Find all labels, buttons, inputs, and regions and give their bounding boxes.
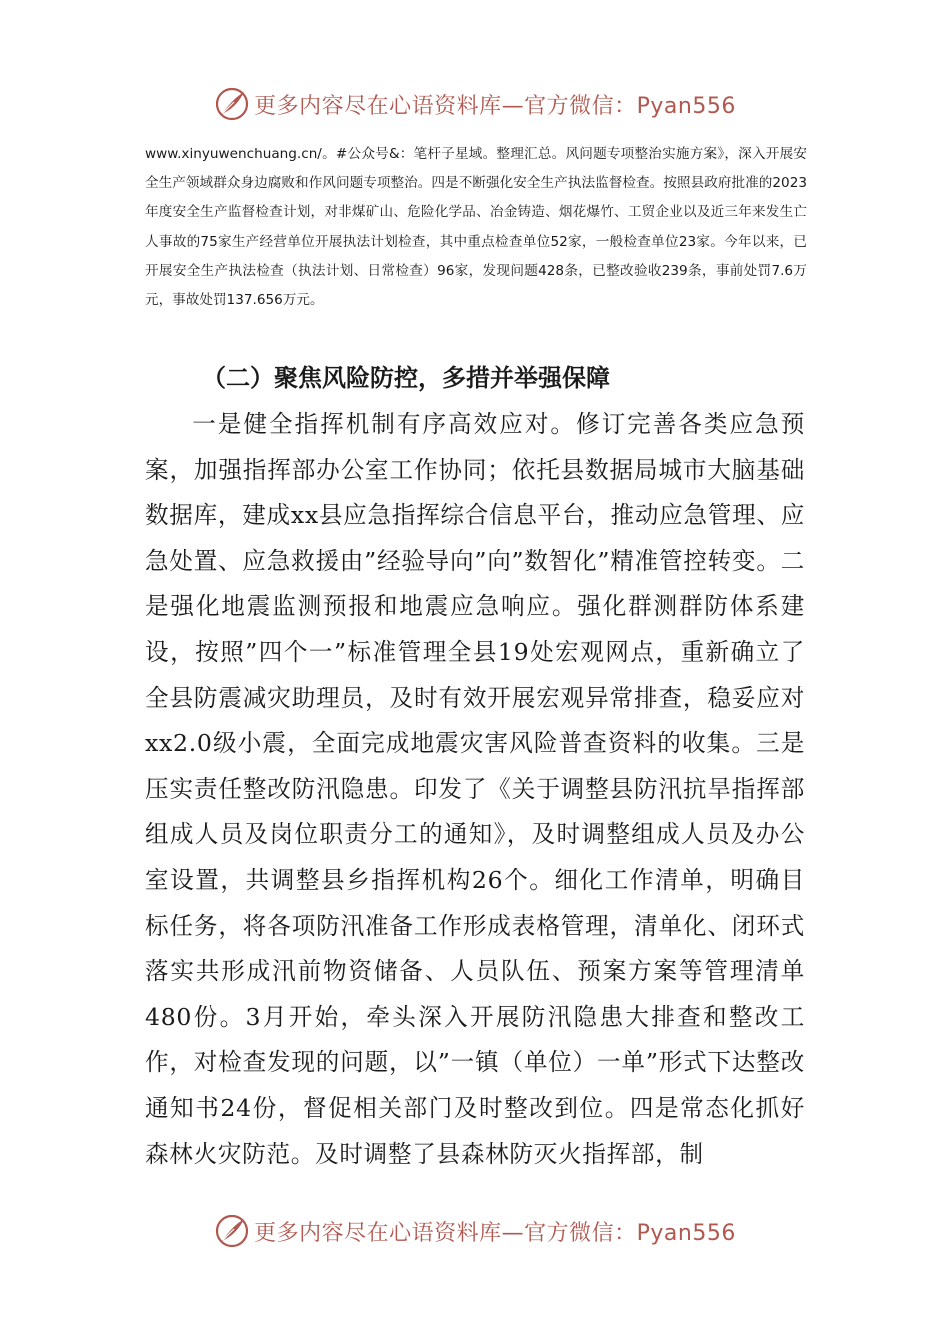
- watermark-text: 更多内容尽在心语资料库—官方微信：Pyan556: [254, 1220, 736, 1246]
- watermark-text: 更多内容尽在心语资料库—官方微信：Pyan556: [254, 93, 736, 119]
- watermark-banner-bottom: [0, 1205, 950, 1257]
- quill-logo-icon: [214, 86, 250, 122]
- section-heading: （二）聚焦风险防控，多措并举强保障: [202, 364, 610, 392]
- watermark-banner-top: [0, 78, 950, 130]
- quill-logo-icon: [214, 1213, 250, 1249]
- intro-paragraph: www.xinyuwenchuang.cn/。#公众号&：笔杆子星域。整理汇总。风问题专项整治实施方案》，深入开展安全生产领域群众身边腐败和作风问题专项整治。四是不断强化安全生产执法监督检查。按照县政府批准的2023年度安全生产监督检查计划，对非煤矿山、危险化学品、冶金铸造、烟花爆竹、工贸企业以及近三年来发生亡人事故的75家生产经营单位开展执法计划检查，其中重点检查单位52家，一般检查单位23家。今年以来，已开展安全生产执法检查（执法计划、日常检查）96家，发现问题428条，已整改验收239条，事前处罚7.6万元，事故处罚137.656万元。: [145, 146, 807, 309]
- body-paragraph: 一是健全指挥机制有序高效应对。修订完善各类应急预案，加强指挥部办公室工作协同；依托县数据局城市大脑基础数据库，建成xx县应急指挥综合信息平台，推动应急管理、应急处置、应急救援由”经验导向”向”数智化”精准管控转变。二是强化地震监测预报和地震应急响应。强化群测群防体系建设，按照”四个一”标准管理全县19处宏观网点，重新确立了全县防震减灾助理员，及时有效开展宏观异常排查，稳妥应对xx2.0级小震，全面完成地震灾害风险普查资料的收集。三是压实责任整改防汛隐患。印发了《关于调整县防汛抗旱指挥部组成人员及岗位职责分工的通知》，及时调整组成人员及办公室设置，共调整县乡指挥机构26个。细化工作清单，明确目标任务，将各项防汛准备工作形成表格管理，清单化、闭环式落实共形成汛前物资储备、人员队伍、预案方案等管理清单480份。3月开始，牵头深入开展防汛隐患大排查和整改工作，对检查发现的问题，以”一镇（单位）一单”形式下达整改通知书24份，督促相关部门及时整改到位。四是常态化抓好森林火灾防范。及时调整了县森林防灭火指挥部，制: [145, 410, 805, 1168]
